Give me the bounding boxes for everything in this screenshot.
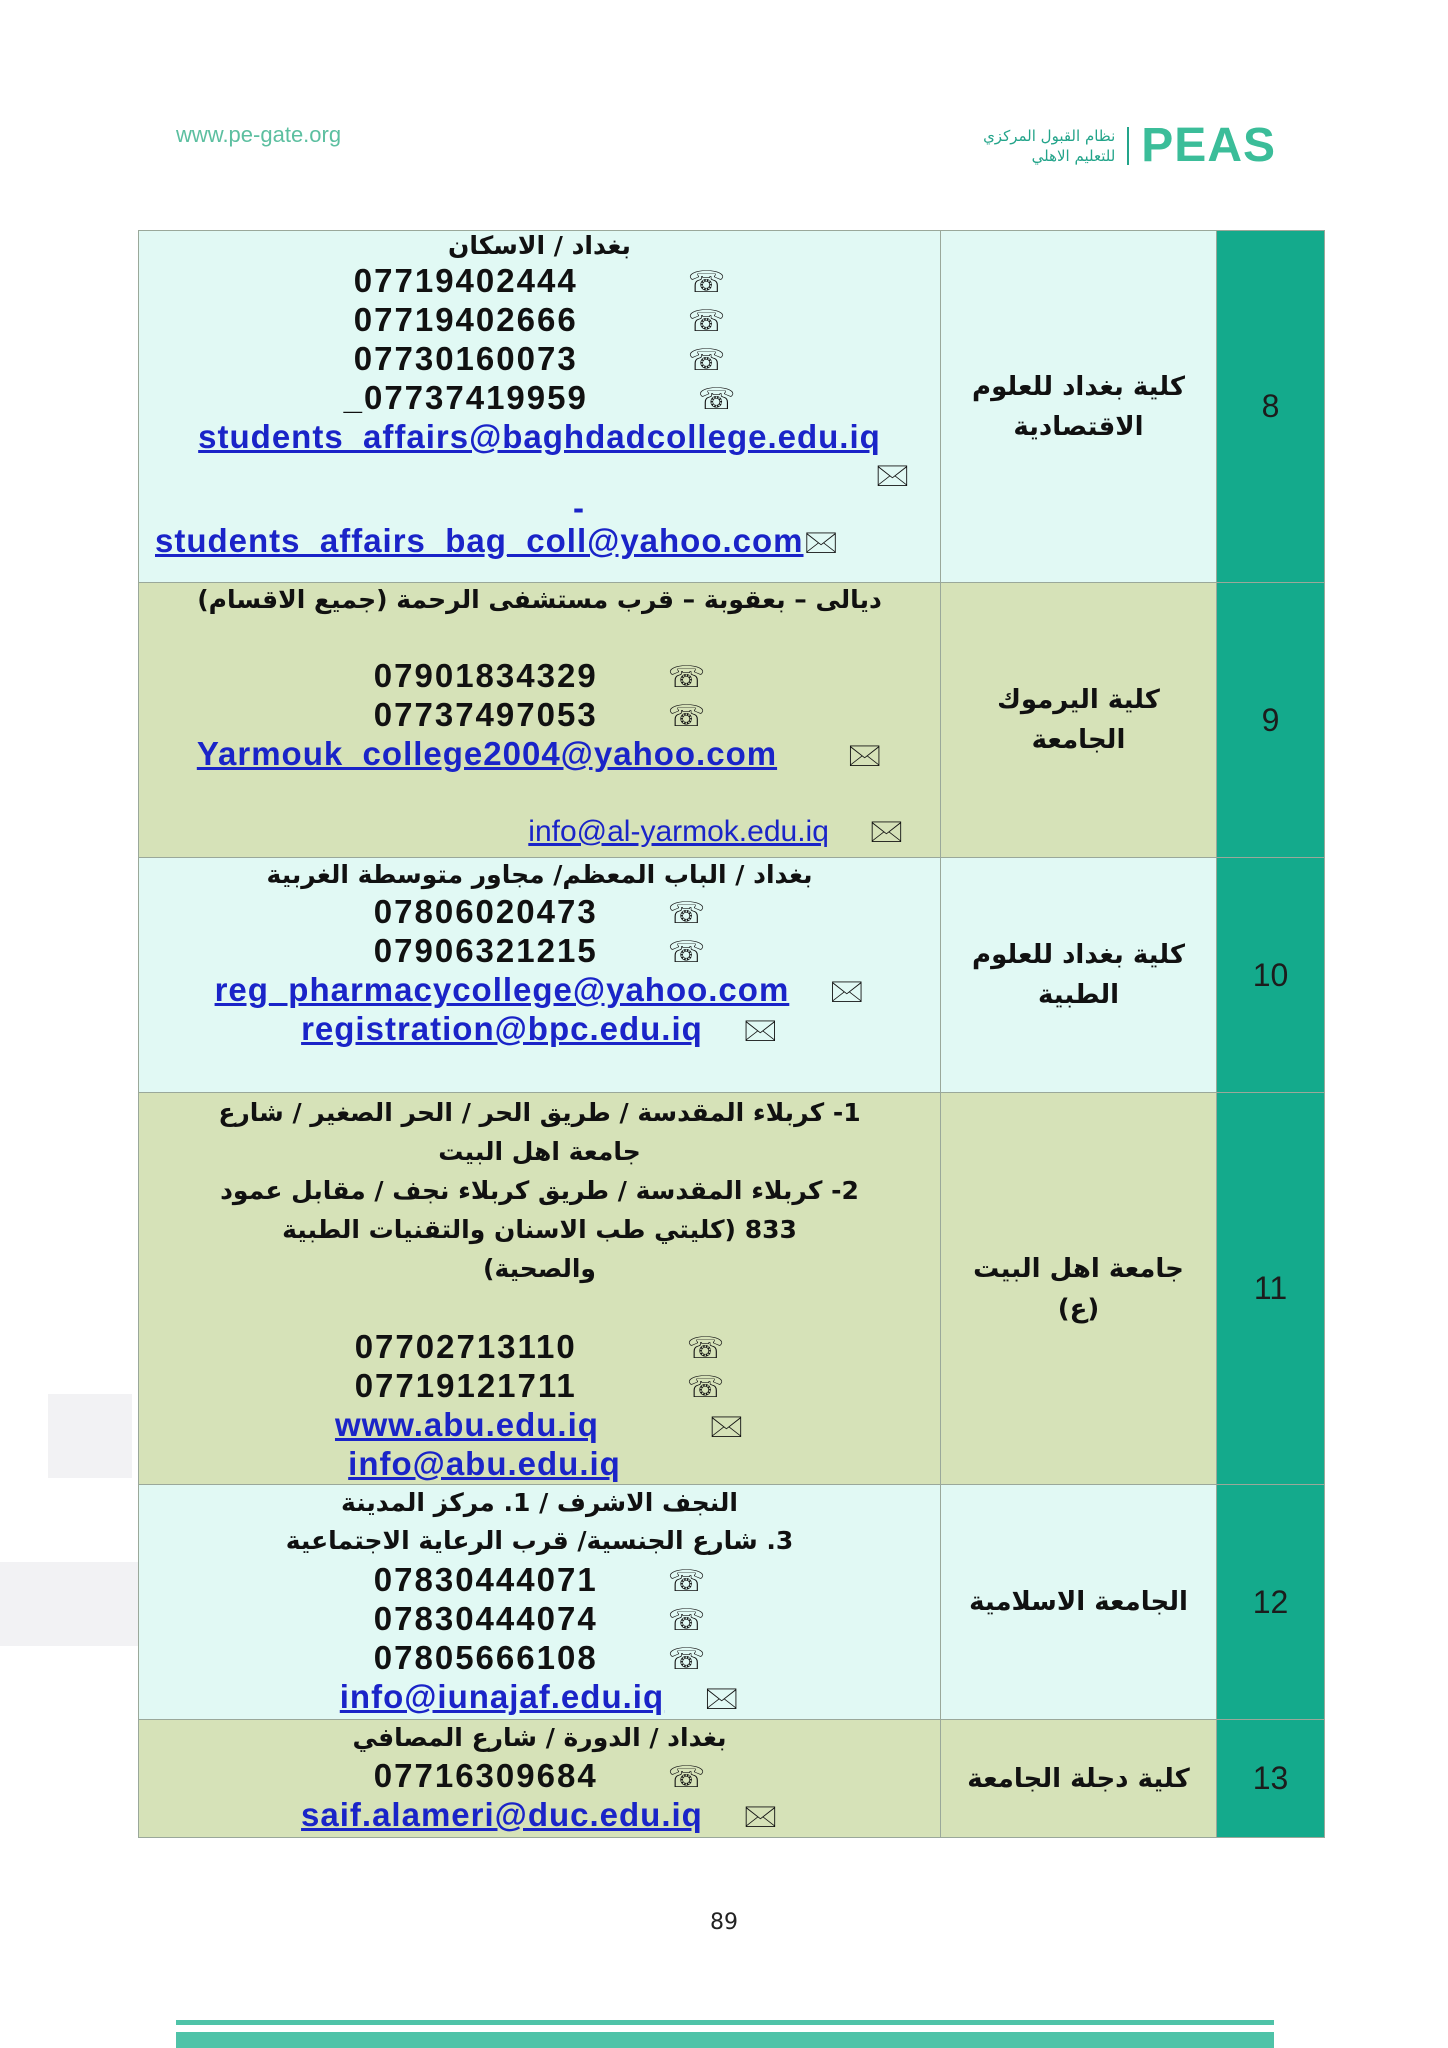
mail-icon: 🖂 xyxy=(874,458,910,493)
phone-icon: ☏ xyxy=(667,1564,706,1599)
phone-icon: ☏ xyxy=(686,1331,725,1366)
address-line: جامعة اهل البيت xyxy=(438,1137,641,1166)
mail-icon: 🖂 xyxy=(847,738,883,773)
gray-overlay-block xyxy=(48,1394,132,1478)
college-name-cell xyxy=(941,1485,1217,1720)
phone-number: 07719402444 xyxy=(353,262,578,299)
college-name-line1: كلية دجلة الجامعة xyxy=(967,1763,1190,1794)
phone-icon: ☏ xyxy=(686,1370,725,1405)
mail-icon: 🖂 xyxy=(708,1409,745,1444)
footer-bar xyxy=(176,2032,1274,2048)
phone-icon: ☏ xyxy=(697,382,736,417)
college-name-line1: كلية بغداد للعلوم xyxy=(972,940,1185,970)
phone-icon: ☏ xyxy=(687,304,726,339)
college-name-cell xyxy=(941,231,1217,583)
address-line: النجف الاشرف / 1. مركز المدينة xyxy=(341,1488,738,1517)
address-line: والصحية) xyxy=(483,1254,596,1283)
mail-icon: 🖂 xyxy=(742,1799,778,1834)
logo-wordmark: PEAS xyxy=(1141,119,1276,172)
mail-icon: 🖂 xyxy=(803,525,839,560)
logo-ar-line2: للتعليم الاهلي xyxy=(1031,146,1116,165)
row-number: 11 xyxy=(1217,1093,1325,1485)
phone-number: 07719402666 xyxy=(353,301,578,338)
phone-number: 07719121711 xyxy=(354,1367,577,1404)
address-line: 3. شارع الجنسية/ قرب الرعاية الاجتماعية xyxy=(285,1526,794,1555)
row-number: 9 xyxy=(1217,583,1325,858)
contact-cell xyxy=(139,1093,941,1485)
college-name-line2: الاقتصادية xyxy=(1013,411,1144,442)
email-link[interactable]: saif.alameri@duc.edu.iq xyxy=(301,1796,703,1833)
footer-line xyxy=(176,2020,1274,2025)
contact-cell xyxy=(139,1485,941,1720)
email-link[interactable]: info@iunajaf.edu.iq xyxy=(339,1678,665,1715)
logo-ar-line1: نظام القبول المركزي xyxy=(983,126,1116,145)
phone-icon: ☏ xyxy=(687,343,726,378)
phone-icon: ☏ xyxy=(667,896,706,931)
college-name-line2: الجامعة xyxy=(1031,725,1126,755)
email-link[interactable]: students_affairs_bag_coll@yahoo.com xyxy=(155,522,804,559)
phone-icon: ☏ xyxy=(667,1603,706,1638)
phone-number: 07805666108 xyxy=(373,1639,598,1676)
phone-number: 07806020473 xyxy=(373,893,598,930)
table-row xyxy=(139,1485,1325,1720)
mail-icon: 🖂 xyxy=(704,1681,740,1716)
phone-number: 07906321215 xyxy=(373,932,598,969)
email-link[interactable]: reg_pharmacycollege@yahoo.com xyxy=(214,971,790,1008)
phone-number: 07830444071 xyxy=(373,1561,598,1598)
phone-icon: ☏ xyxy=(667,935,706,970)
phone-number: 07716309684 xyxy=(373,1757,598,1794)
peas-logo xyxy=(983,118,1276,173)
college-name-line1: كلية اليرموك xyxy=(997,685,1160,715)
address-text: بغداد / الدورة / شارع المصافي xyxy=(352,1723,727,1752)
colleges-table xyxy=(138,230,1325,1838)
phone-number: 07730160073 xyxy=(353,340,578,377)
college-name-cell xyxy=(941,583,1217,858)
email-link[interactable]: Yarmouk_college2004@yahoo.com xyxy=(196,735,778,772)
row-number: 8 xyxy=(1217,231,1325,583)
college-name-line1: كلية بغداد للعلوم xyxy=(972,371,1185,402)
phone-number: 07737497053 xyxy=(373,696,598,733)
address-line: 1- كربلاء المقدسة / طريق الحر / الحر الصغير / شارع xyxy=(218,1098,861,1127)
row-number: 12 xyxy=(1217,1485,1325,1720)
college-name-cell xyxy=(941,858,1217,1093)
email-link[interactable]: info@al-yarmok.edu.iq xyxy=(528,815,829,848)
row-number: 13 xyxy=(1217,1720,1325,1838)
table-row xyxy=(139,231,1325,583)
college-name-line2: (ع) xyxy=(1057,1293,1100,1324)
address-line: 833 (كليتي طب الاسنان والتقنيات الطبية xyxy=(282,1215,797,1244)
logo-divider xyxy=(1127,127,1129,165)
college-name-cell xyxy=(941,1720,1217,1838)
contact-cell xyxy=(139,858,941,1093)
phone-number: 07901834329 xyxy=(373,657,598,694)
contact-cell xyxy=(139,231,941,583)
gray-overlay-block xyxy=(0,1562,138,1646)
phone-icon: ☏ xyxy=(667,1760,706,1795)
site-url[interactable]: www.pe-gate.org xyxy=(176,122,342,147)
mail-icon: 🖂 xyxy=(868,814,904,849)
email-link[interactable]: info@abu.edu.iq xyxy=(348,1445,621,1482)
mail-icon: 🖂 xyxy=(829,974,865,1009)
mail-icon: 🖂 xyxy=(742,1013,778,1048)
row-number: 10 xyxy=(1217,858,1325,1093)
email-link[interactable]: students_affairs@baghdadcollege.edu.iq xyxy=(198,418,881,455)
college-name-line1: الجامعة الاسلامية xyxy=(969,1587,1188,1617)
college-name-cell xyxy=(941,1093,1217,1485)
email-underscore-mark: - xyxy=(573,489,586,526)
table-row xyxy=(139,1093,1325,1485)
phone-number: _07737419959 xyxy=(343,379,588,416)
logo-arabic-text xyxy=(983,126,1115,166)
email-link[interactable]: registration@bpc.edu.iq xyxy=(301,1010,703,1047)
address-text: بغداد / الباب المعظم/ مجاور متوسطة الغربية xyxy=(266,860,813,889)
phone-number: 07702713110 xyxy=(354,1328,577,1365)
contact-cell xyxy=(139,583,941,858)
table-row xyxy=(139,583,1325,858)
table-row xyxy=(139,1720,1325,1838)
phone-icon: ☏ xyxy=(667,699,706,734)
contact-cell xyxy=(139,1720,941,1838)
website-link[interactable]: www.abu.edu.iq xyxy=(334,1406,599,1443)
phone-icon: ☏ xyxy=(687,265,726,300)
page-number: 89 xyxy=(710,1910,738,1935)
table-row xyxy=(139,858,1325,1093)
college-name-line2: الطبية xyxy=(1038,980,1119,1010)
address-text: بغداد / الاسكان xyxy=(448,231,631,260)
phone-number: 07830444074 xyxy=(373,1600,598,1637)
phone-icon: ☏ xyxy=(667,660,706,695)
address-text: ديالى – بعقوبة – قرب مستشفى الرحمة (جميع الاقسام) xyxy=(197,585,882,614)
college-name-line1: جامعة اهل البيت xyxy=(973,1253,1184,1284)
phone-icon: ☏ xyxy=(667,1642,706,1677)
address-line: 2- كربلاء المقدسة / طريق كربلاء نجف / مقابل عمود xyxy=(220,1176,859,1205)
